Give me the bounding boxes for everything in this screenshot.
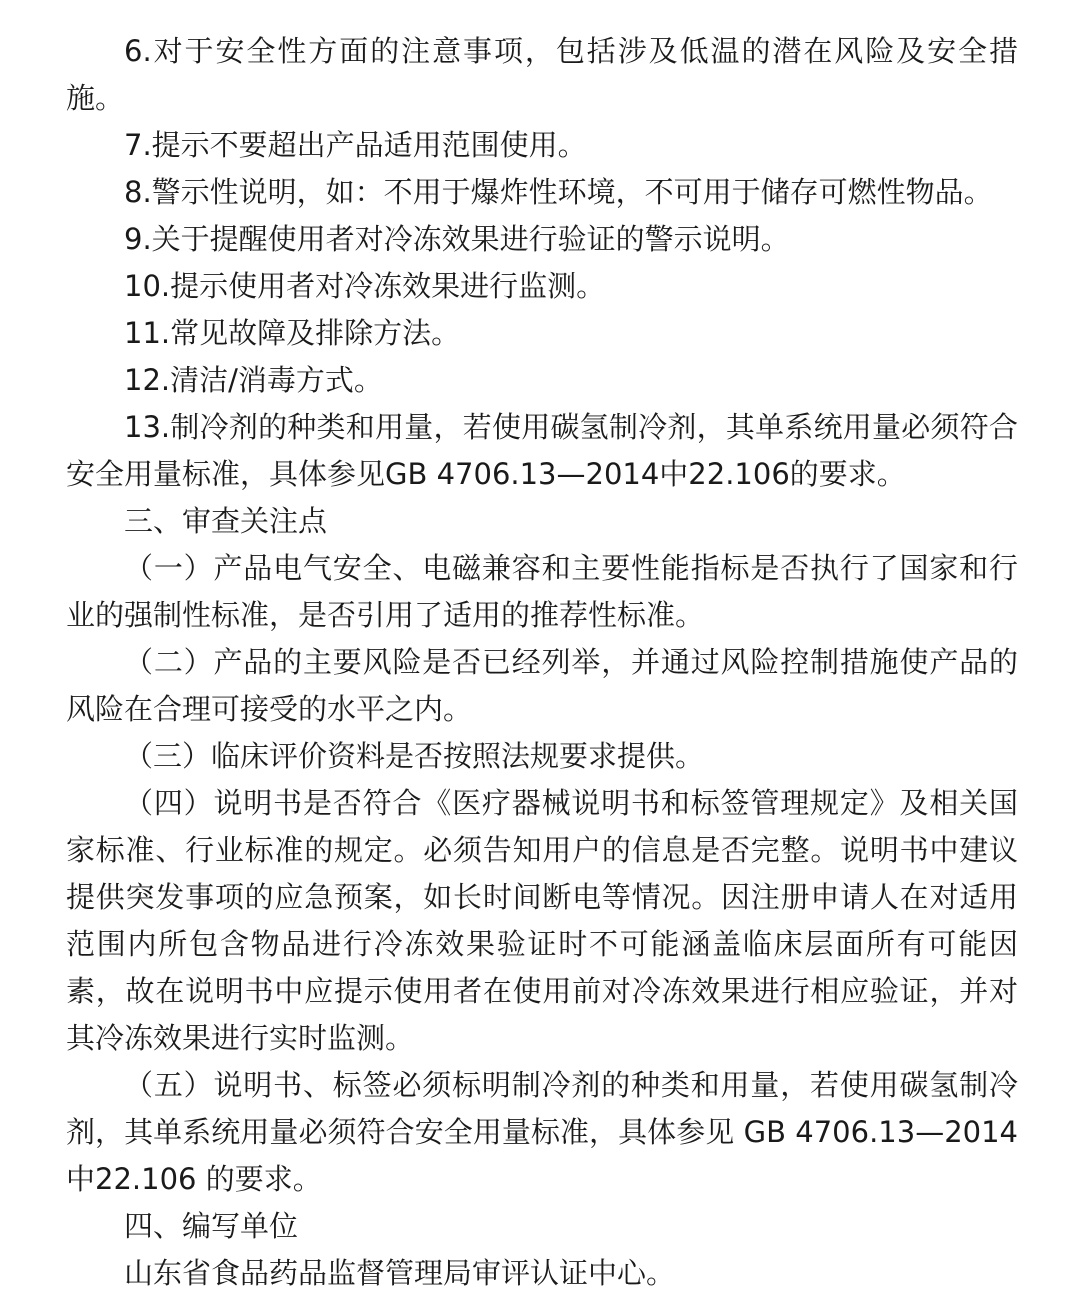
section-heading-review-points: 三、审查关注点 — [124, 504, 328, 538]
list-item: 9.关于提醒使用者对冷冻效果进行验证的警示说明。 — [124, 222, 790, 256]
list-item: 10.提示使用者对冷冻效果进行监测。 — [124, 269, 606, 303]
list-item: 13.制冷剂的种类和用量，若使用碳氢制冷剂，其单系统用量必须符合安全用量标准，具体参见GB 4706.13—2014中22.106的要求。 — [66, 410, 1018, 491]
review-point: （三）临床评价资料是否按照法规要求提供。 — [124, 739, 705, 773]
list-item: 12.清洁/消毒方式。 — [124, 363, 383, 397]
document-page — [66, 28, 1018, 1297]
review-point: （五）说明书、标签必须标明制冷剂的种类和用量，若使用碳氢制冷剂，其单系统用量必须符合安全用量标准，具体参见 GB 4706.13—2014 中22.106 的要求。 — [66, 1068, 1018, 1196]
list-item: 11.常见故障及排除方法。 — [124, 316, 461, 350]
list-item: 7.提示不要超出产品适用范围使用。 — [124, 128, 587, 162]
section-heading-author: 四、编写单位 — [124, 1209, 299, 1243]
list-item: 6.对于安全性方面的注意事项，包括涉及低温的潜在风险及安全措施。 — [66, 34, 1018, 115]
author-unit: 山东省食品药品监督管理局审评认证中心。 — [124, 1256, 676, 1290]
review-point: （四）说明书是否符合《医疗器械说明书和标签管理规定》及相关国家标准、行业标准的规定。必须告知用户的信息是否完整。说明书中建议提供突发事项的应急预案，如长时间断电等情况。因注册申请人在对适用范围内所包含物品进行冷冻效果验证时不可能涵盖临床层面所有可能因素，故在说明书中应提示使用者在使用前对冷冻效果进行相应验证，并对其冷冻效果进行实时监测。 — [66, 786, 1018, 1055]
review-point: （二）产品的主要风险是否已经列举，并通过风险控制措施使产品的风险在合理可接受的水平之内。 — [66, 645, 1018, 726]
list-item: 8.警示性说明，如：不用于爆炸性环境，不可用于储存可燃性物品。 — [124, 175, 993, 209]
review-point: （一）产品电气安全、电磁兼容和主要性能指标是否执行了国家和行业的强制性标准，是否引用了适用的推荐性标准。 — [66, 551, 1018, 632]
